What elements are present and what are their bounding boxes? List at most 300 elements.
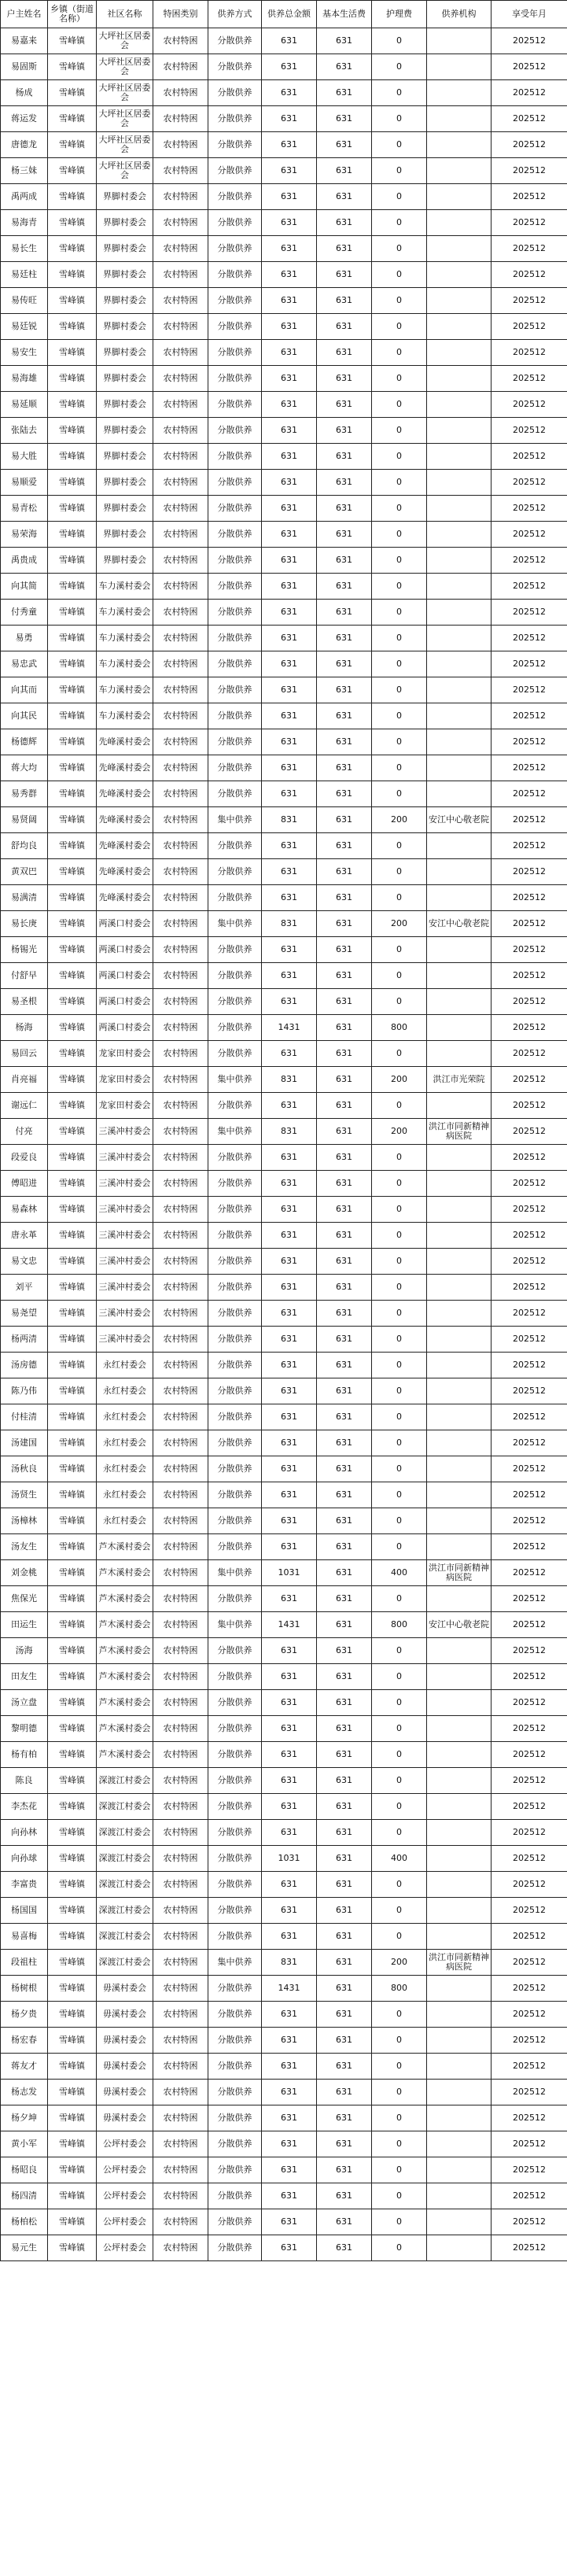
table-row [1, 1794, 567, 1820]
cell-care-fee: 0 [372, 2157, 427, 2183]
cell-care-fee: 800 [372, 1015, 427, 1041]
cell-township: 雪峰镇 [48, 1664, 97, 1690]
cell-community: 大坪社区居委会 [97, 80, 153, 106]
cell-month: 202512 [492, 1846, 567, 1872]
cell-month: 202512 [492, 911, 567, 937]
cell-month: 202512 [492, 1404, 567, 1430]
cell-name: 易嘉来 [1, 28, 48, 54]
cell-community: 界脚村委会 [97, 470, 153, 496]
cell-community: 深渡江村委会 [97, 1794, 153, 1820]
cell-total: 631 [262, 885, 317, 911]
cell-township: 雪峰镇 [48, 1820, 97, 1846]
table-row [1, 2105, 567, 2131]
cell-category: 农村特困 [153, 1067, 208, 1093]
cell-category: 农村特困 [153, 1950, 208, 1976]
cell-category: 农村特困 [153, 833, 208, 859]
cell-community: 芦木溪村委会 [97, 1664, 153, 1690]
cell-institution [427, 1456, 492, 1482]
cell-month: 202512 [492, 963, 567, 989]
cell-support-mode: 分散供养 [208, 1378, 262, 1404]
cell-support-mode: 分散供养 [208, 366, 262, 392]
cell-community: 两溪口村委会 [97, 989, 153, 1015]
cell-basic-living: 631 [317, 288, 372, 314]
cell-institution [427, 1534, 492, 1560]
cell-support-mode: 分散供养 [208, 132, 262, 158]
table-row [1, 2209, 567, 2235]
cell-total: 631 [262, 1664, 317, 1690]
cell-basic-living: 631 [317, 1716, 372, 1742]
cell-care-fee: 0 [372, 1898, 427, 1924]
cell-institution [427, 677, 492, 703]
cell-total: 631 [262, 677, 317, 703]
cell-category: 农村特困 [153, 418, 208, 444]
cell-community: 大坪社区居委会 [97, 158, 153, 184]
cell-category: 农村特困 [153, 2157, 208, 2183]
cell-category: 农村特困 [153, 1301, 208, 1327]
cell-month: 202512 [492, 1924, 567, 1950]
cell-institution [427, 132, 492, 158]
cell-institution [427, 833, 492, 859]
cell-township: 雪峰镇 [48, 1430, 97, 1456]
cell-care-fee: 0 [372, 2235, 427, 2261]
cell-category: 农村特困 [153, 1924, 208, 1950]
cell-name: 易元生 [1, 2235, 48, 2261]
cell-township: 雪峰镇 [48, 2183, 97, 2209]
cell-total: 631 [262, 1301, 317, 1327]
cell-month: 202512 [492, 1430, 567, 1456]
cell-support-mode: 分散供养 [208, 392, 262, 418]
cell-month: 202512 [492, 1872, 567, 1898]
cell-category: 农村特困 [153, 729, 208, 755]
cell-support-mode: 分散供养 [208, 1015, 262, 1041]
cell-institution [427, 158, 492, 184]
table-row [1, 1716, 567, 1742]
cell-institution [427, 1430, 492, 1456]
cell-month: 202512 [492, 1327, 567, 1353]
cell-category: 农村特困 [153, 1430, 208, 1456]
cell-support-mode: 集中供养 [208, 911, 262, 937]
cell-care-fee: 0 [372, 963, 427, 989]
table-row [1, 80, 567, 106]
cell-community: 界脚村委会 [97, 314, 153, 340]
table-row [1, 1950, 567, 1976]
cell-support-mode: 分散供养 [208, 1249, 262, 1275]
cell-category: 农村特困 [153, 1327, 208, 1353]
cell-name: 易廷锐 [1, 314, 48, 340]
cell-category: 农村特困 [153, 989, 208, 1015]
cell-support-mode: 集中供养 [208, 1950, 262, 1976]
cell-care-fee: 0 [372, 496, 427, 522]
cell-institution: 安江中心敬老院 [427, 911, 492, 937]
cell-total: 631 [262, 496, 317, 522]
table-row [1, 1067, 567, 1093]
cell-basic-living: 631 [317, 729, 372, 755]
table-row [1, 2054, 567, 2080]
cell-month: 202512 [492, 106, 567, 132]
table-row [1, 1353, 567, 1378]
cell-institution [427, 2080, 492, 2105]
table-row [1, 158, 567, 184]
cell-name: 段祖柱 [1, 1950, 48, 1976]
cell-basic-living: 631 [317, 236, 372, 262]
cell-basic-living: 631 [317, 651, 372, 677]
cell-community: 三溪冲村委会 [97, 1145, 153, 1171]
cell-care-fee: 200 [372, 1950, 427, 1976]
cell-community: 深渡江村委会 [97, 1768, 153, 1794]
cell-category: 农村特困 [153, 1508, 208, 1534]
cell-category: 农村特困 [153, 1846, 208, 1872]
cell-institution [427, 574, 492, 600]
cell-basic-living: 631 [317, 1612, 372, 1638]
cell-care-fee: 0 [372, 677, 427, 703]
cell-month: 202512 [492, 158, 567, 184]
cell-township: 雪峰镇 [48, 1950, 97, 1976]
cell-name: 杨昭良 [1, 2157, 48, 2183]
cell-community: 界脚村委会 [97, 418, 153, 444]
cell-care-fee: 0 [372, 1664, 427, 1690]
cell-institution [427, 1742, 492, 1768]
cell-name: 付桂清 [1, 1404, 48, 1430]
cell-total: 631 [262, 2105, 317, 2131]
cell-care-fee: 0 [372, 2131, 427, 2157]
cell-township: 雪峰镇 [48, 1145, 97, 1171]
cell-name: 易圣根 [1, 989, 48, 1015]
cell-institution [427, 470, 492, 496]
cell-care-fee: 0 [372, 288, 427, 314]
cell-support-mode: 分散供养 [208, 262, 262, 288]
cell-basic-living: 631 [317, 859, 372, 885]
cell-total: 831 [262, 1950, 317, 1976]
cell-month: 202512 [492, 1690, 567, 1716]
cell-institution [427, 288, 492, 314]
cell-care-fee: 0 [372, 1820, 427, 1846]
cell-institution [427, 1015, 492, 1041]
cell-name: 杨四清 [1, 2183, 48, 2209]
cell-month: 202512 [492, 1378, 567, 1404]
cell-township: 雪峰镇 [48, 963, 97, 989]
cell-category: 农村特困 [153, 158, 208, 184]
col-category-header: 特困类别 [153, 1, 208, 28]
cell-month: 202512 [492, 314, 567, 340]
cell-township: 雪峰镇 [48, 2209, 97, 2235]
cell-basic-living: 631 [317, 1223, 372, 1249]
cell-total: 631 [262, 1534, 317, 1560]
cell-community: 公坪村委会 [97, 2157, 153, 2183]
cell-category: 农村特困 [153, 470, 208, 496]
cell-total: 631 [262, 1353, 317, 1378]
cell-care-fee: 0 [372, 106, 427, 132]
cell-institution [427, 1093, 492, 1119]
cell-category: 农村特困 [153, 236, 208, 262]
cell-name: 易回云 [1, 1041, 48, 1067]
cell-basic-living: 631 [317, 1664, 372, 1690]
table-row [1, 1820, 567, 1846]
cell-support-mode: 分散供养 [208, 1534, 262, 1560]
cell-township: 雪峰镇 [48, 2054, 97, 2080]
cell-care-fee: 0 [372, 236, 427, 262]
table-row [1, 2183, 567, 2209]
cell-name: 杨国国 [1, 1898, 48, 1924]
cell-category: 农村特困 [153, 28, 208, 54]
cell-basic-living: 631 [317, 340, 372, 366]
cell-basic-living: 631 [317, 911, 372, 937]
cell-support-mode: 分散供养 [208, 158, 262, 184]
cell-community: 公坪村委会 [97, 2235, 153, 2261]
cell-total: 631 [262, 158, 317, 184]
cell-community: 三溪冲村委会 [97, 1223, 153, 1249]
cell-support-mode: 分散供养 [208, 1327, 262, 1353]
cell-month: 202512 [492, 2209, 567, 2235]
cell-township: 雪峰镇 [48, 1378, 97, 1404]
cell-institution [427, 1638, 492, 1664]
cell-community: 三溪冲村委会 [97, 1301, 153, 1327]
cell-month: 202512 [492, 885, 567, 911]
cell-month: 202512 [492, 496, 567, 522]
cell-category: 农村特困 [153, 210, 208, 236]
cell-community: 公坪村委会 [97, 2131, 153, 2157]
cell-care-fee: 200 [372, 1119, 427, 1145]
cell-name: 向孙球 [1, 1846, 48, 1872]
cell-category: 农村特困 [153, 106, 208, 132]
cell-township: 雪峰镇 [48, 54, 97, 80]
cell-name: 杨树根 [1, 1976, 48, 2002]
cell-basic-living: 631 [317, 2002, 372, 2028]
cell-township: 雪峰镇 [48, 288, 97, 314]
cell-category: 农村特困 [153, 1145, 208, 1171]
cell-basic-living: 631 [317, 626, 372, 651]
cell-support-mode: 分散供养 [208, 444, 262, 470]
cell-name: 易长生 [1, 236, 48, 262]
cell-basic-living: 631 [317, 1327, 372, 1353]
cell-institution [427, 1820, 492, 1846]
cell-care-fee: 400 [372, 1846, 427, 1872]
cell-support-mode: 分散供养 [208, 548, 262, 574]
cell-name: 易大胜 [1, 444, 48, 470]
cell-month: 202512 [492, 1145, 567, 1171]
cell-institution [427, 1197, 492, 1223]
cell-community: 深渡江村委会 [97, 1898, 153, 1924]
cell-institution [427, 963, 492, 989]
cell-category: 农村特困 [153, 574, 208, 600]
cell-category: 农村特困 [153, 677, 208, 703]
cell-category: 农村特困 [153, 1015, 208, 1041]
cell-total: 631 [262, 1430, 317, 1456]
cell-basic-living: 631 [317, 885, 372, 911]
cell-month: 202512 [492, 288, 567, 314]
cell-care-fee: 0 [372, 1742, 427, 1768]
table-row [1, 885, 567, 911]
cell-name: 禹贵成 [1, 548, 48, 574]
cell-township: 雪峰镇 [48, 807, 97, 833]
cell-category: 农村特困 [153, 651, 208, 677]
table-row [1, 1145, 567, 1171]
cell-township: 雪峰镇 [48, 626, 97, 651]
cell-category: 农村特困 [153, 392, 208, 418]
cell-total: 631 [262, 470, 317, 496]
cell-total: 831 [262, 911, 317, 937]
cell-month: 202512 [492, 236, 567, 262]
cell-township: 雪峰镇 [48, 184, 97, 210]
cell-category: 农村特困 [153, 963, 208, 989]
cell-care-fee: 0 [372, 2002, 427, 2028]
cell-total: 1031 [262, 1560, 317, 1586]
cell-township: 雪峰镇 [48, 1456, 97, 1482]
cell-support-mode: 分散供养 [208, 626, 262, 651]
cell-total: 631 [262, 2131, 317, 2157]
cell-name: 易满清 [1, 885, 48, 911]
cell-name: 蒋大均 [1, 755, 48, 781]
cell-community: 先峰溪村委会 [97, 885, 153, 911]
cell-month: 202512 [492, 859, 567, 885]
cell-community: 永红村委会 [97, 1353, 153, 1378]
cell-support-mode: 分散供养 [208, 1820, 262, 1846]
cell-township: 雪峰镇 [48, 2080, 97, 2105]
cell-name: 田友生 [1, 1664, 48, 1690]
cell-month: 202512 [492, 1456, 567, 1482]
cell-month: 202512 [492, 418, 567, 444]
cell-support-mode: 分散供养 [208, 1872, 262, 1898]
cell-support-mode: 分散供养 [208, 1482, 262, 1508]
cell-township: 雪峰镇 [48, 1353, 97, 1378]
cell-support-mode: 分散供养 [208, 885, 262, 911]
cell-township: 雪峰镇 [48, 1482, 97, 1508]
cell-institution [427, 444, 492, 470]
cell-community: 芦木溪村委会 [97, 1560, 153, 1586]
table-row [1, 2235, 567, 2261]
cell-institution [427, 1508, 492, 1534]
cell-community: 界脚村委会 [97, 392, 153, 418]
cell-care-fee: 0 [372, 1145, 427, 1171]
cell-township: 雪峰镇 [48, 729, 97, 755]
cell-basic-living: 631 [317, 1456, 372, 1482]
cell-support-mode: 分散供养 [208, 1924, 262, 1950]
table-row [1, 496, 567, 522]
cell-community: 三溪冲村委会 [97, 1171, 153, 1197]
cell-category: 农村特困 [153, 1404, 208, 1430]
cell-total: 631 [262, 106, 317, 132]
cell-township: 雪峰镇 [48, 548, 97, 574]
cell-basic-living: 631 [317, 1378, 372, 1404]
cell-community: 永红村委会 [97, 1508, 153, 1534]
cell-community: 永红村委会 [97, 1404, 153, 1430]
cell-total: 631 [262, 54, 317, 80]
cell-township: 雪峰镇 [48, 1249, 97, 1275]
cell-institution [427, 1794, 492, 1820]
cell-institution [427, 28, 492, 54]
cell-basic-living: 631 [317, 496, 372, 522]
cell-category: 农村特困 [153, 522, 208, 548]
cell-name: 杨德辉 [1, 729, 48, 755]
cell-total: 631 [262, 963, 317, 989]
cell-community: 车力溪村委会 [97, 651, 153, 677]
cell-support-mode: 分散供养 [208, 1508, 262, 1534]
cell-month: 202512 [492, 2080, 567, 2105]
cell-name: 杨海 [1, 1015, 48, 1041]
cell-community: 大坪社区居委会 [97, 54, 153, 80]
cell-care-fee: 0 [372, 522, 427, 548]
cell-month: 202512 [492, 1119, 567, 1145]
cell-name: 易海雄 [1, 366, 48, 392]
cell-care-fee: 0 [372, 781, 427, 807]
cell-month: 202512 [492, 1794, 567, 1820]
cell-name: 蒋友才 [1, 2054, 48, 2080]
cell-category: 农村特困 [153, 1638, 208, 1664]
cell-basic-living: 631 [317, 2131, 372, 2157]
cell-institution [427, 1690, 492, 1716]
cell-institution [427, 2028, 492, 2054]
cell-category: 农村特困 [153, 2028, 208, 2054]
cell-community: 毋溪村委会 [97, 2002, 153, 2028]
cell-care-fee: 200 [372, 807, 427, 833]
cell-institution [427, 1223, 492, 1249]
cell-care-fee: 0 [372, 158, 427, 184]
cell-month: 202512 [492, 1223, 567, 1249]
cell-name: 易勇 [1, 626, 48, 651]
table-row [1, 1404, 567, 1430]
cell-total: 1431 [262, 1976, 317, 2002]
cell-month: 202512 [492, 1586, 567, 1612]
table-row [1, 1327, 567, 1353]
cell-basic-living: 631 [317, 1145, 372, 1171]
cell-township: 雪峰镇 [48, 911, 97, 937]
cell-care-fee: 0 [372, 574, 427, 600]
cell-month: 202512 [492, 937, 567, 963]
cell-community: 公坪村委会 [97, 2209, 153, 2235]
cell-institution [427, 1353, 492, 1378]
cell-total: 631 [262, 1586, 317, 1612]
cell-category: 农村特困 [153, 807, 208, 833]
cell-basic-living: 631 [317, 833, 372, 859]
cell-basic-living: 631 [317, 1067, 372, 1093]
cell-name: 杨锡光 [1, 937, 48, 963]
cell-name: 汤房德 [1, 1353, 48, 1378]
cell-support-mode: 分散供养 [208, 2183, 262, 2209]
cell-month: 202512 [492, 444, 567, 470]
cell-care-fee: 0 [372, 28, 427, 54]
cell-community: 两溪口村委会 [97, 937, 153, 963]
cell-basic-living: 631 [317, 1768, 372, 1794]
cell-support-mode: 分散供养 [208, 600, 262, 626]
cell-township: 雪峰镇 [48, 80, 97, 106]
cell-support-mode: 分散供养 [208, 574, 262, 600]
cell-community: 永红村委会 [97, 1430, 153, 1456]
cell-support-mode: 集中供养 [208, 1560, 262, 1586]
cell-name: 田运生 [1, 1612, 48, 1638]
cell-category: 农村特困 [153, 703, 208, 729]
cell-month: 202512 [492, 651, 567, 677]
cell-total: 1031 [262, 1846, 317, 1872]
cell-month: 202512 [492, 1768, 567, 1794]
cell-total: 631 [262, 937, 317, 963]
cell-category: 农村特困 [153, 1197, 208, 1223]
cell-name: 杨有柏 [1, 1742, 48, 1768]
cell-month: 202512 [492, 807, 567, 833]
cell-category: 农村特困 [153, 885, 208, 911]
cell-total: 831 [262, 1119, 317, 1145]
cell-month: 202512 [492, 574, 567, 600]
cell-care-fee: 0 [372, 2105, 427, 2131]
cell-basic-living: 631 [317, 392, 372, 418]
cell-basic-living: 631 [317, 1560, 372, 1586]
table-row [1, 626, 567, 651]
cell-community: 车力溪村委会 [97, 703, 153, 729]
cell-month: 202512 [492, 132, 567, 158]
table-row [1, 1015, 567, 1041]
cell-total: 631 [262, 2183, 317, 2209]
cell-township: 雪峰镇 [48, 677, 97, 703]
cell-name: 杨志发 [1, 2080, 48, 2105]
cell-township: 雪峰镇 [48, 1093, 97, 1119]
